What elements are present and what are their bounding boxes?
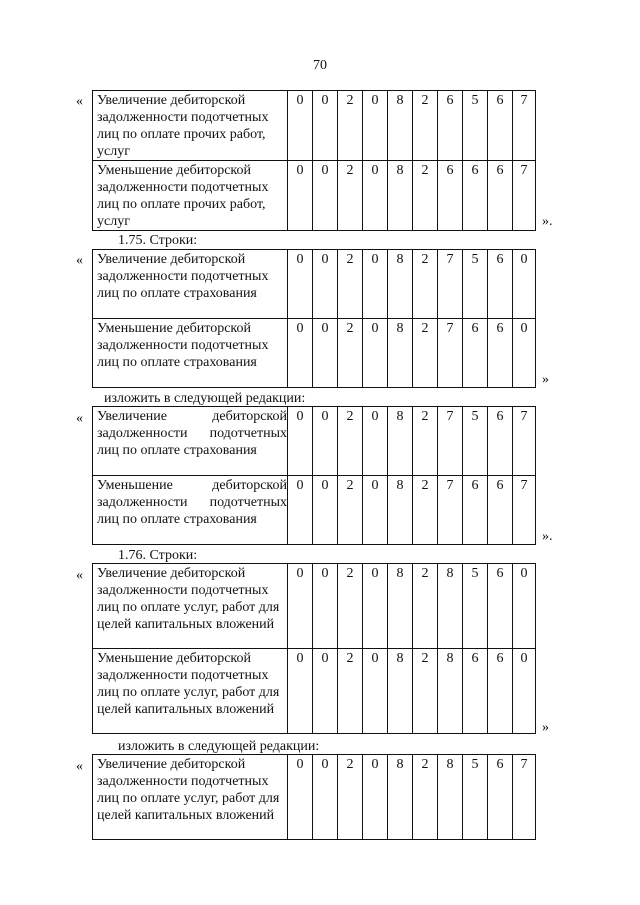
- code-digit: 5: [463, 91, 488, 161]
- code-digit: 0: [313, 161, 338, 231]
- table-row: [93, 407, 536, 476]
- code-digit: 6: [463, 161, 488, 231]
- code-digit: 8: [388, 649, 413, 734]
- code-digit: 0: [313, 564, 338, 649]
- code-table-1: [92, 90, 536, 231]
- code-digit: 0: [363, 407, 388, 476]
- close-quote: ».: [542, 529, 553, 544]
- code-digit: 6: [488, 564, 513, 649]
- code-digit: 0: [288, 755, 313, 840]
- section-heading-1-75: 1.75. Строки:: [118, 233, 198, 248]
- code-digit: 7: [438, 407, 463, 476]
- code-digit: 8: [388, 91, 413, 161]
- code-digit: 8: [388, 564, 413, 649]
- row-description: Уменьшение дебиторской задолженности подотчетных лиц по оплате услуг, работ для целей капитальных вложений: [93, 649, 288, 734]
- open-quote: «: [76, 253, 83, 268]
- open-quote: «: [76, 94, 83, 109]
- code-digit: 0: [288, 250, 313, 319]
- code-digit: 8: [388, 755, 413, 840]
- table-row: [93, 161, 536, 231]
- code-digit: 0: [313, 476, 338, 545]
- code-digit: 2: [413, 319, 438, 388]
- code-digit: 0: [313, 319, 338, 388]
- code-digit: 6: [488, 91, 513, 161]
- code-digit: 2: [338, 564, 363, 649]
- code-digit: 6: [463, 649, 488, 734]
- row-description: Увеличение дебиторской задолженности подотчетных лиц по оплате услуг, работ для целей капитальных вложений: [93, 564, 288, 649]
- code-digit: 0: [313, 407, 338, 476]
- code-digit: 5: [463, 250, 488, 319]
- code-digit: 2: [413, 250, 438, 319]
- table-row: [93, 649, 536, 734]
- code-digit: 5: [463, 755, 488, 840]
- code-digit: 8: [388, 407, 413, 476]
- code-digit: 2: [338, 319, 363, 388]
- code-digit: 6: [488, 407, 513, 476]
- open-quote: «: [76, 759, 83, 774]
- code-digit: 0: [288, 476, 313, 545]
- code-digit: 0: [363, 161, 388, 231]
- code-digit: 2: [338, 476, 363, 545]
- code-digit: 0: [288, 91, 313, 161]
- close-quote: »: [542, 720, 549, 735]
- code-digit: 7: [438, 319, 463, 388]
- code-digit: 0: [363, 755, 388, 840]
- row-description: Увеличение дебиторской задолженности подотчетных лиц по оплате услуг, работ для целей капитальных вложений: [93, 755, 288, 840]
- code-digit: 2: [413, 649, 438, 734]
- table-row: [93, 319, 536, 388]
- row-description: Уменьшение дебиторской задолженности подотчетных лиц по оплате страхования: [93, 319, 288, 388]
- code-digit: 0: [288, 564, 313, 649]
- code-digit: 6: [488, 755, 513, 840]
- code-digit: 6: [488, 161, 513, 231]
- code-digit: 2: [413, 91, 438, 161]
- code-digit: 7: [513, 91, 536, 161]
- code-digit: 0: [288, 649, 313, 734]
- code-digit: 7: [513, 476, 536, 545]
- code-digit: 6: [488, 250, 513, 319]
- code-digit: 0: [363, 91, 388, 161]
- code-digit: 2: [413, 407, 438, 476]
- code-digit: 7: [513, 161, 536, 231]
- code-table-5: [92, 754, 536, 840]
- table-row: [93, 250, 536, 319]
- code-digit: 7: [513, 755, 536, 840]
- code-digit: 0: [288, 161, 313, 231]
- code-digit: 8: [438, 564, 463, 649]
- code-digit: 0: [363, 250, 388, 319]
- code-digit: 8: [438, 755, 463, 840]
- table-row: [93, 91, 536, 161]
- code-digit: 0: [313, 755, 338, 840]
- code-digit: 8: [388, 250, 413, 319]
- code-digit: 8: [388, 476, 413, 545]
- code-digit: 2: [413, 755, 438, 840]
- code-digit: 2: [413, 476, 438, 545]
- code-digit: 0: [363, 319, 388, 388]
- close-quote: »: [542, 372, 549, 387]
- code-digit: 7: [438, 250, 463, 319]
- code-digit: 0: [363, 649, 388, 734]
- page-number: 70: [313, 58, 327, 73]
- code-digit: 0: [513, 250, 536, 319]
- code-digit: 7: [438, 476, 463, 545]
- code-digit: 0: [513, 319, 536, 388]
- code-digit: 0: [313, 91, 338, 161]
- open-quote: «: [76, 411, 83, 426]
- code-digit: 5: [463, 564, 488, 649]
- code-digit: 8: [388, 161, 413, 231]
- code-digit: 6: [488, 476, 513, 545]
- code-digit: 6: [488, 319, 513, 388]
- code-digit: 2: [338, 250, 363, 319]
- code-digit: 0: [513, 564, 536, 649]
- new-edition-text: изложить в следующей редакции:: [104, 391, 306, 406]
- code-digit: 2: [338, 91, 363, 161]
- row-description: Уменьшение дебиторской задолженности подотчетных лиц по оплате страхования: [93, 476, 288, 545]
- row-description: Уменьшение дебиторской задолженности подотчетных лиц по оплате прочих работ, услуг: [93, 161, 288, 231]
- row-description: Увеличение дебиторской задолженности подотчетных лиц по оплате страхования: [93, 250, 288, 319]
- code-table-4: [92, 563, 536, 734]
- row-description: Увеличение дебиторской задолженности подотчетных лиц по оплате страхования: [93, 407, 288, 476]
- code-digit: 0: [288, 407, 313, 476]
- code-digit: 2: [338, 649, 363, 734]
- code-digit: 2: [413, 161, 438, 231]
- code-digit: 0: [363, 564, 388, 649]
- section-heading-1-76: 1.76. Строки:: [118, 548, 198, 563]
- code-digit: 5: [463, 407, 488, 476]
- code-digit: 0: [288, 319, 313, 388]
- table-row: [93, 755, 536, 840]
- code-digit: 0: [313, 250, 338, 319]
- code-table-3: [92, 406, 536, 545]
- code-digit: 0: [363, 476, 388, 545]
- code-digit: 6: [463, 476, 488, 545]
- code-table-2: [92, 249, 536, 388]
- code-digit: 6: [438, 161, 463, 231]
- code-digit: 0: [313, 649, 338, 734]
- table-row: [93, 564, 536, 649]
- code-digit: 0: [513, 649, 536, 734]
- code-digit: 6: [463, 319, 488, 388]
- code-digit: 6: [438, 91, 463, 161]
- code-digit: 2: [338, 407, 363, 476]
- code-digit: 2: [413, 564, 438, 649]
- open-quote: «: [76, 568, 83, 583]
- new-edition-text: изложить в следующей редакции:: [118, 739, 320, 754]
- code-digit: 8: [388, 319, 413, 388]
- close-quote: ».: [542, 214, 553, 229]
- code-digit: 7: [513, 407, 536, 476]
- code-digit: 2: [338, 161, 363, 231]
- code-digit: 2: [338, 755, 363, 840]
- row-description: Увеличение дебиторской задолженности подотчетных лиц по оплате прочих работ, услуг: [93, 91, 288, 161]
- code-digit: 8: [438, 649, 463, 734]
- code-digit: 6: [488, 649, 513, 734]
- table-row: [93, 476, 536, 545]
